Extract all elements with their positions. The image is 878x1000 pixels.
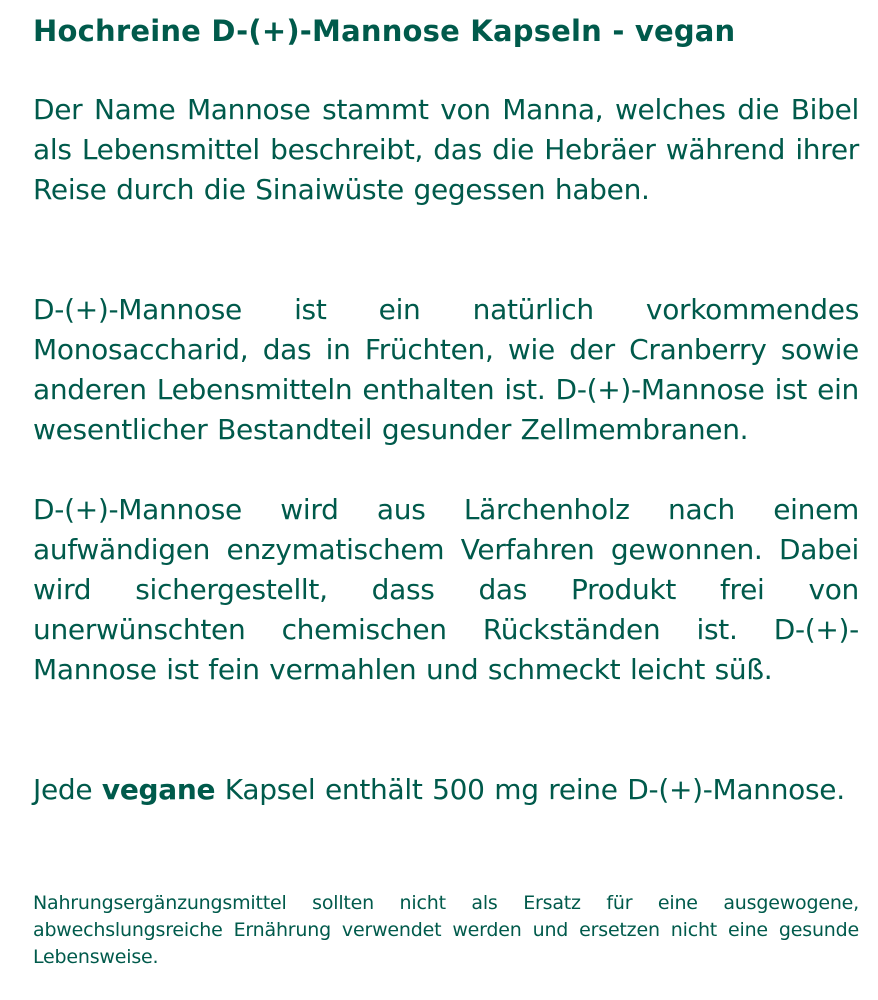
paragraph-monosaccharide: D-(+)-Mannose ist ein natürlich vorkommendes Monosaccharid, das in Früchten, wie der Cranberry sowie anderen Lebensmitteln enthalten ist. D-(+)-Mannose ist ein wesentlicher Bestandteil gesunder Zellmembranen. bbox=[33, 293, 859, 446]
page-title: Hochreine D-(+)-Mannose Kapseln - vegan bbox=[33, 14, 736, 48]
paragraph-capsule-content bbox=[33, 770, 859, 810]
supplement-disclaimer: Nahrungsergänzungsmittel sollten nicht als Ersatz für eine ausgewogene, abwechslungsreiche Ernährung verwendet werden und ersetzen nicht eine gesunde Lebensweise. bbox=[33, 892, 859, 968]
vegan-emphasis: vegane bbox=[101, 773, 216, 806]
paragraph-production: D-(+)-Mannose wird aus Lärchenholz nach einem aufwändigen enzymatischem Verfahren gewonnen. Dabei wird sichergestellt, dass das Produkt frei von unerwünschten chemischen Rückständen ist. D-(+)-Mannose ist fein vermahlen und schmeckt leicht süß. bbox=[33, 493, 859, 686]
capsule-text-after: Kapsel enthält 500 mg reine D-(+)-Mannose. bbox=[215, 773, 845, 806]
paragraph-name-origin: Der Name Mannose stammt von Manna, welches die Bibel als Lebensmittel beschreibt, das die Hebräer während ihrer Reise durch die Sinaiwüste gegessen haben. bbox=[33, 93, 859, 206]
capsule-text-before: Jede bbox=[33, 773, 102, 806]
